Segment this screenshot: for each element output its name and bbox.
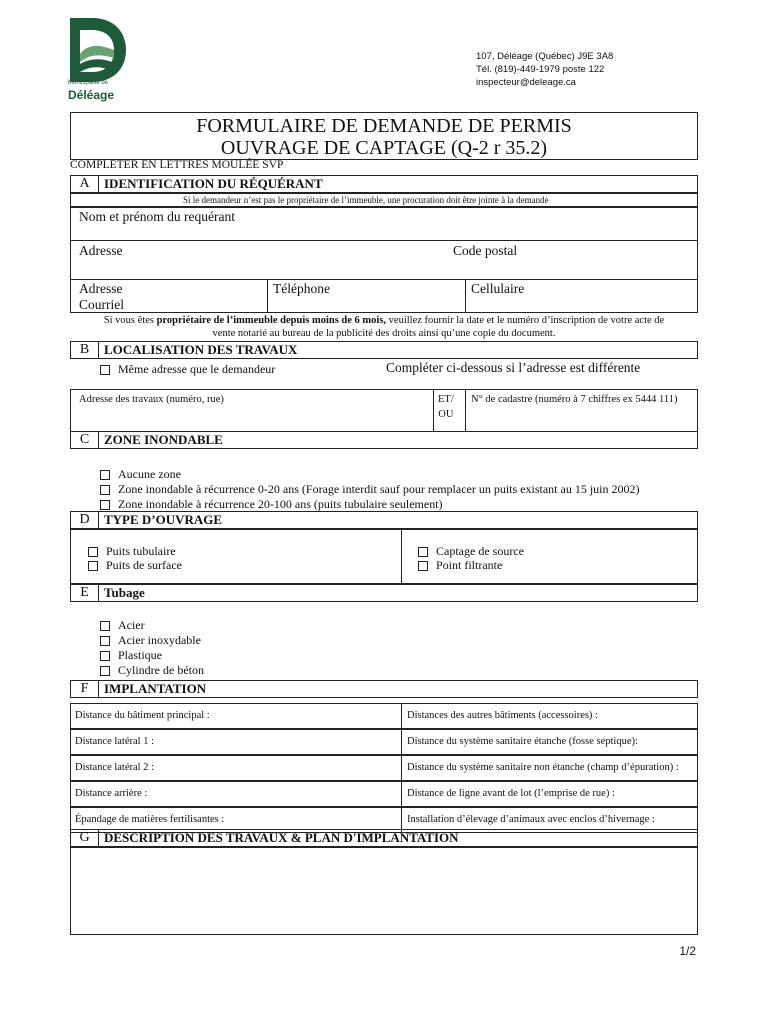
- address-field[interactable]: [70, 240, 698, 280]
- work-address-row: [70, 389, 698, 432]
- contact-email[interactable]: inspecteur@deleage.ca: [476, 77, 576, 88]
- checkbox[interactable]: [100, 651, 110, 661]
- section-c-header: [70, 431, 698, 449]
- et-ou-label: ET/ OU: [438, 394, 454, 420]
- checkbox[interactable]: [100, 500, 110, 510]
- casing-plastic[interactable]: Plastique: [100, 648, 162, 662]
- casing-steel[interactable]: Acier: [100, 618, 145, 632]
- type-well-point[interactable]: Point filtrante: [418, 558, 502, 572]
- form-title: FORMULAIRE DE DEMANDE DE PERMIS: [196, 115, 572, 137]
- section-letter: F: [71, 681, 99, 697]
- section-title: Tubage: [104, 585, 145, 600]
- contact-phone: Tél. (819)-449-1979 poste 122: [476, 64, 605, 75]
- checkbox[interactable]: [88, 547, 98, 557]
- type-surface-well[interactable]: Puits de surface: [88, 558, 182, 572]
- implantation-row[interactable]: Distance du bâtiment principal : Distances des autres bâtiments (accessoires) :: [70, 703, 698, 729]
- work-address-label: Adresse des travaux (numéro, rue): [79, 394, 224, 405]
- section-letter: G: [71, 830, 99, 846]
- section-d-header: [70, 511, 698, 529]
- section-title: IDENTIFICATION DU RÉQUÉRANT: [104, 176, 323, 191]
- section-e-header: [70, 584, 698, 602]
- casing-stainless[interactable]: Acier inoxydable: [100, 633, 201, 647]
- address-label: Adresse: [79, 243, 123, 258]
- section-title: ZONE INONDABLE: [104, 432, 223, 447]
- checkbox[interactable]: [100, 470, 110, 480]
- checkbox[interactable]: [100, 621, 110, 631]
- checkbox[interactable]: [100, 636, 110, 646]
- checkbox[interactable]: [100, 485, 110, 495]
- checkbox[interactable]: [418, 561, 428, 571]
- complete-below-text: Compléter ci-dessous si l’adresse est différente: [386, 360, 641, 375]
- section-a-note-box: [70, 193, 698, 207]
- form-subtitle: OUVRAGE DE CAPTAGE (Q-2 r 35.2): [220, 137, 548, 159]
- flood-option-20-100[interactable]: Zone inondable à récurrence 20-100 ans (puits tubulaire seulement): [100, 497, 443, 511]
- section-letter: E: [71, 585, 99, 601]
- page-number: 1/2: [679, 944, 696, 958]
- type-spring-capture[interactable]: Captage de source: [418, 544, 524, 558]
- section-letter: A: [71, 176, 99, 192]
- section-letter: D: [71, 512, 99, 528]
- proxy-note: Si le demandeur n’est pas le propriétaire de l’immeuble, une procuration doit être jointe à la demande: [183, 195, 549, 205]
- description-area[interactable]: [70, 847, 698, 935]
- implantation-row[interactable]: Épandage de matières fertilisantes : Installation d’élevage d’animaux avec enclos d’hivernage :: [70, 807, 698, 833]
- casing-concrete[interactable]: Cylindre de béton: [100, 663, 204, 677]
- section-title: IMPLANTATION: [104, 681, 207, 696]
- implantation-row[interactable]: Distance latéral 1 : Distance du système sanitaire étanche (fosse septique):: [70, 729, 698, 755]
- checkbox[interactable]: [100, 365, 110, 375]
- email-label: Adresse Courriel: [79, 281, 124, 312]
- name-label: Nom et prénom du requérant: [79, 209, 235, 224]
- owner-note: Si vous êtes propriétaire de l’immeuble depuis moins de 6 mois, veuillez fournir la date et le numéro d’inscription de votre acte de vente notarié au bureau de la publicité des droits ainsi qu’une copie du document.: [103, 315, 665, 339]
- flood-option-0-20[interactable]: Zone inondable à récurrence 0-20 ans (Forage interdit sauf pour remplacer un puits existant au 15 juin 2002): [100, 482, 640, 496]
- section-title: TYPE D’OUVRAGE: [104, 512, 223, 527]
- implantation-row[interactable]: Distance latéral 2 : Distance du système sanitaire non étanche (champ d’épuration) :: [70, 755, 698, 781]
- type-tubular-well[interactable]: Puits tubulaire: [88, 544, 176, 558]
- section-b-header: [70, 341, 698, 359]
- same-address-option[interactable]: Même adresse que le demandeur: [100, 362, 275, 376]
- section-letter: C: [71, 432, 99, 448]
- contact-fields-row: [70, 279, 698, 313]
- contact-address: 107, Déléage (Québec) J9E 3A8: [476, 51, 614, 62]
- checkbox[interactable]: [88, 561, 98, 571]
- cadastre-label: N° de cadastre (numéro à 7 chiffres ex 5444 111): [471, 394, 678, 405]
- implantation-row[interactable]: Distance arrière : Distance de ligne avant de lot (l’emprise de rue) :: [70, 781, 698, 807]
- checkbox[interactable]: [100, 666, 110, 676]
- name-field[interactable]: [70, 207, 698, 241]
- contact-block: [476, 50, 613, 89]
- cell-label: Cellulaire: [471, 281, 525, 296]
- section-title: LOCALISATION DES TRAVAUX: [104, 342, 298, 357]
- instruction-text: COMPLETER EN LETTRES MOULÉE SVP: [70, 159, 284, 171]
- logo-name: Déléage: [68, 88, 115, 102]
- section-g-header: [70, 829, 698, 847]
- postal-code-label: Code postal: [453, 243, 518, 258]
- form-title-box: [70, 112, 698, 160]
- phone-label: Téléphone: [273, 281, 330, 296]
- section-letter: B: [71, 342, 99, 358]
- section-a-header: [70, 175, 698, 193]
- checkbox[interactable]: [418, 547, 428, 557]
- section-f-header: [70, 680, 698, 698]
- logo-subtitle: Municipalité de: [68, 80, 109, 86]
- flood-option-none[interactable]: Aucune zone: [100, 467, 181, 481]
- section-title: DESCRIPTION DES TRAVAUX & PLAN D'IMPLANTATION: [104, 830, 459, 845]
